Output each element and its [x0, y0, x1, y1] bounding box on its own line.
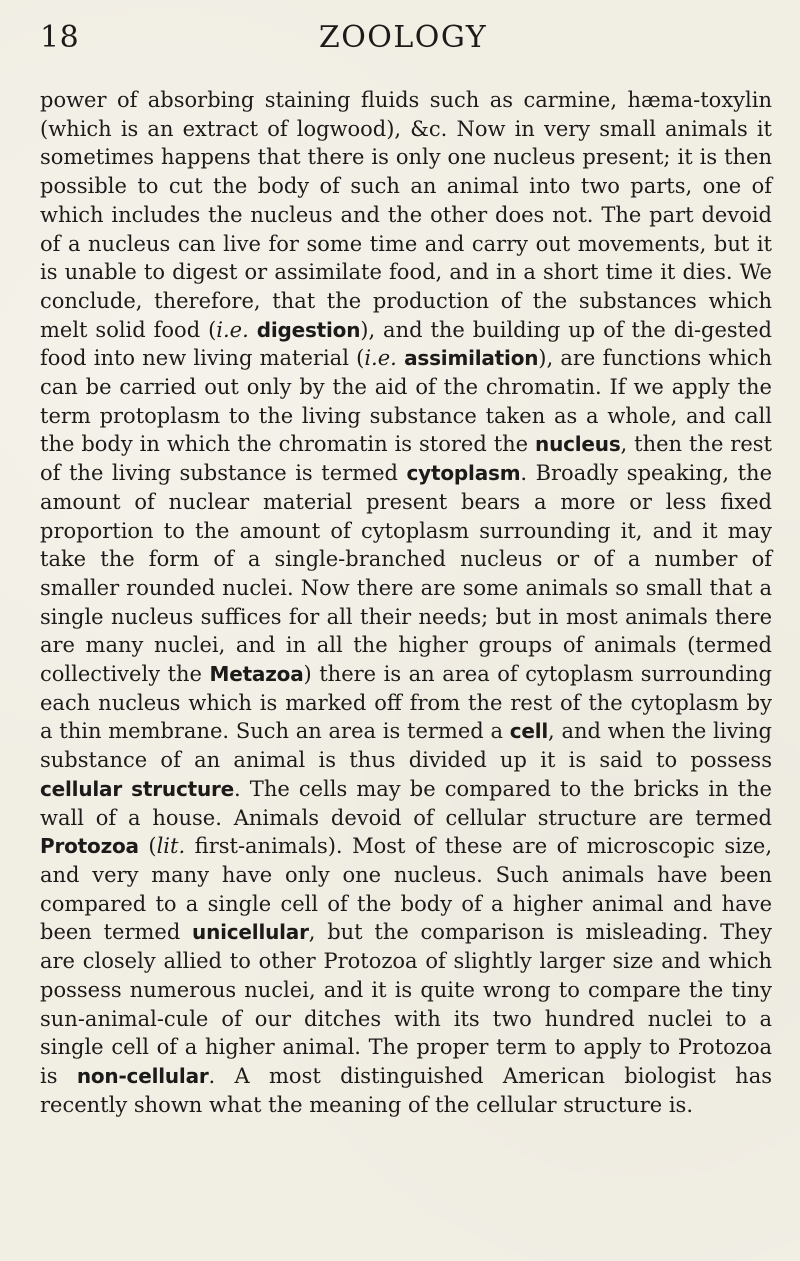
- text-segment: first-animals). Most of these are of microscopic size, and very many have only one nucleus. Such animals have been compared to a single cell of the body of a higher animal and have been termed: [40, 834, 772, 945]
- term-nucleus: nucleus: [535, 432, 621, 457]
- term-unicellular: unicellular: [192, 920, 309, 945]
- term-non-cellular: non-cellular: [76, 1063, 209, 1088]
- italic-abbreviation: lit.: [156, 834, 186, 859]
- term-digestion: digestion: [256, 317, 361, 342]
- text-segment: ), and the building up of the di-gested food into new living material (: [40, 317, 772, 371]
- text-segment: [249, 318, 257, 342]
- body-text: [40, 86, 772, 1119]
- italic-abbreviation: i.e.: [364, 346, 397, 371]
- page-header: [40, 14, 766, 62]
- text-segment: . A most distinguished American biologist has recently shown what the meaning of the cellular structure is.: [40, 1063, 772, 1117]
- text-segment: ) there is an area of cytoplasm surrounding each nucleus which is marked off from the rest of the cytoplasm by a thin membrane. Such an area is termed a: [40, 662, 772, 744]
- italic-abbreviation: i.e.: [216, 317, 249, 342]
- text-segment: , then the rest of the living substance is termed: [40, 432, 772, 486]
- page-number: 18: [40, 20, 80, 55]
- running-head: ZOOLOGY: [318, 20, 488, 55]
- text-segment: power of absorbing staining fluids such as carmine, hæma-toxylin (which is an extract of logwood), &c. Now in very small animals it sometimes happens that there is only one nucleus present; it is then possible to cut the body of such an animal into two parts, one of which includes the nucleus and the other does not. The part devoid of a nucleus can live for some time and carry out movements, but it is unable to digest or assimilate food, and in a short time it dies. We conclude, therefore, that the production of the substances which melt solid food (: [40, 88, 772, 342]
- term-cellular-structure: cellular structure: [40, 776, 235, 801]
- text-segment: , and when the living substance of an animal is thus divided up it is said to possess: [40, 719, 772, 773]
- text-segment: (: [138, 834, 157, 859]
- term-cytoplasm: cytoplasm: [406, 461, 521, 486]
- term-protozoa: Protozoa: [40, 834, 139, 859]
- term-cell: cell: [509, 719, 549, 744]
- term-assimilation: assimilation: [404, 346, 539, 371]
- text-segment: ), are functions which can be carried out only by the aid of the chromatin. If we apply the term protoplasm to the living substance taken as a whole, and call the body in which the chromatin is stored the: [40, 346, 772, 457]
- text-segment: . The cells may be compared to the bricks in the wall of a house. Animals devoid of cellular structure are termed: [40, 776, 772, 830]
- text-segment: . Broadly speaking, the amount of nuclear material present bears a more or less fixed proportion to the amount of cytoplasm surrounding it, and it may take the form of a single-branched nucleus or of a number of smaller rounded nuclei. Now there are some animals so small that a single nucleus suffices for all their needs; but in most animals there are many nuclei, and in all the higher groups of animals (termed collectively the: [40, 461, 772, 687]
- term-metazoa: Metazoa: [209, 662, 304, 687]
- text-segment: , but the comparison is misleading. They are closely allied to other Protozoa of slightly larger size and which possess numerous nuclei, and it is quite wrong to compare the tiny sun-animal-cule of our ditches with its two hundred nuclei to a single cell of a higher animal. The proper term to apply to Protozoa is: [40, 920, 772, 1088]
- paragraph: [40, 86, 772, 1119]
- text-segment: [397, 346, 404, 370]
